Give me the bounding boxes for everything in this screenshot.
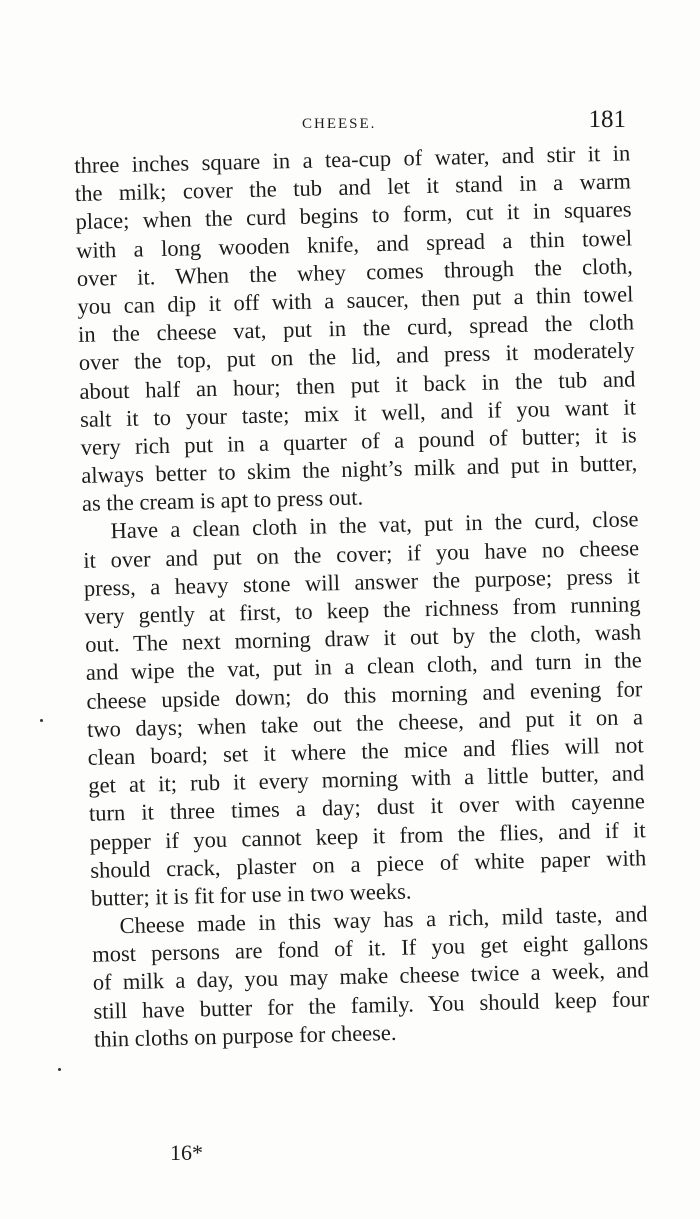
text-line: it over and put on the cover; if you have no cheese	[82, 534, 640, 573]
text-line: the milk; cover the tub and let it stand in a warm	[74, 168, 632, 207]
text-line: in the cheese vat, put in the curd, spread the cloth	[77, 309, 635, 348]
text-line: cheese upside down; do this morning and evening for	[86, 675, 643, 714]
text-line: over the top, put on the lid, and press it moderately	[78, 337, 635, 376]
text-line: place; when the curd begins to form, cut it in squares	[75, 196, 632, 235]
text-line: Have a clean cloth in the vat, put in the curd, close	[110, 506, 639, 544]
text-line: very gently at first, to keep the richness from running	[84, 591, 641, 629]
text-line: as the cream is apt to press out.	[81, 484, 364, 517]
text-line: press, a heavy stone will answer the purpose; press it	[83, 563, 641, 601]
text-line: over it. When the whey comes through the cloth,	[76, 253, 634, 291]
text-line: butter; it is fit for use in two weeks.	[90, 878, 412, 911]
text-line: you can dip it off with a saucer, then put a thin towel	[77, 281, 634, 319]
text-line: very rich put in a quarter of a pound of butter; it is	[80, 422, 637, 460]
text-line: pepper if you cannot keep it from the flies, and if it	[89, 816, 646, 855]
page-number: 181	[588, 106, 626, 133]
text-line: with a long wooden knife, and spread a thin towel	[75, 224, 633, 263]
running-head	[74, 108, 626, 140]
text-line: thin cloths on purpose for cheese.	[93, 1019, 397, 1052]
text-line: still have butter for the family. You should keep four	[93, 985, 650, 1024]
body-text	[74, 139, 650, 1053]
text-line: Cheese made in this way has a rich, mild taste, and	[119, 901, 648, 939]
text-line: always better to skim the night’s milk and put in butter,	[81, 450, 638, 488]
section-title: CHEESE.	[302, 116, 377, 132]
margin-dot	[58, 1068, 61, 1071]
text-line: two days; when take out the cheese, and put it on a	[86, 703, 644, 742]
text-line: and wipe the vat, put in a clean cloth, and turn in the	[85, 647, 642, 686]
signature-mark: 16*	[170, 1140, 203, 1165]
text-line: clean board; set it where the mice and flies will not	[87, 732, 644, 770]
text-line: most persons are fond of it. If you get eight gallons	[91, 929, 649, 968]
text-line: turn it three times a day; dust it over with cayenne	[88, 788, 646, 827]
text-line: should crack, plaster on a piece of white paper with	[90, 844, 647, 883]
text-line: of milk a day, you may make cheese twice a week, and	[92, 957, 649, 996]
text-line: three inches square in a tea-cup of water, and stir it in	[74, 140, 631, 178]
margin-dot	[40, 719, 43, 722]
text-line: about half an hour; then put it back in the tub and	[79, 365, 636, 404]
text-line: get at it; rub it every morning with a little butter, and	[88, 760, 645, 798]
text-line: out. The next morning draw it out by the cloth, wash	[84, 619, 642, 658]
text-line: salt it to your taste; mix it well, and if you want it	[79, 394, 637, 432]
